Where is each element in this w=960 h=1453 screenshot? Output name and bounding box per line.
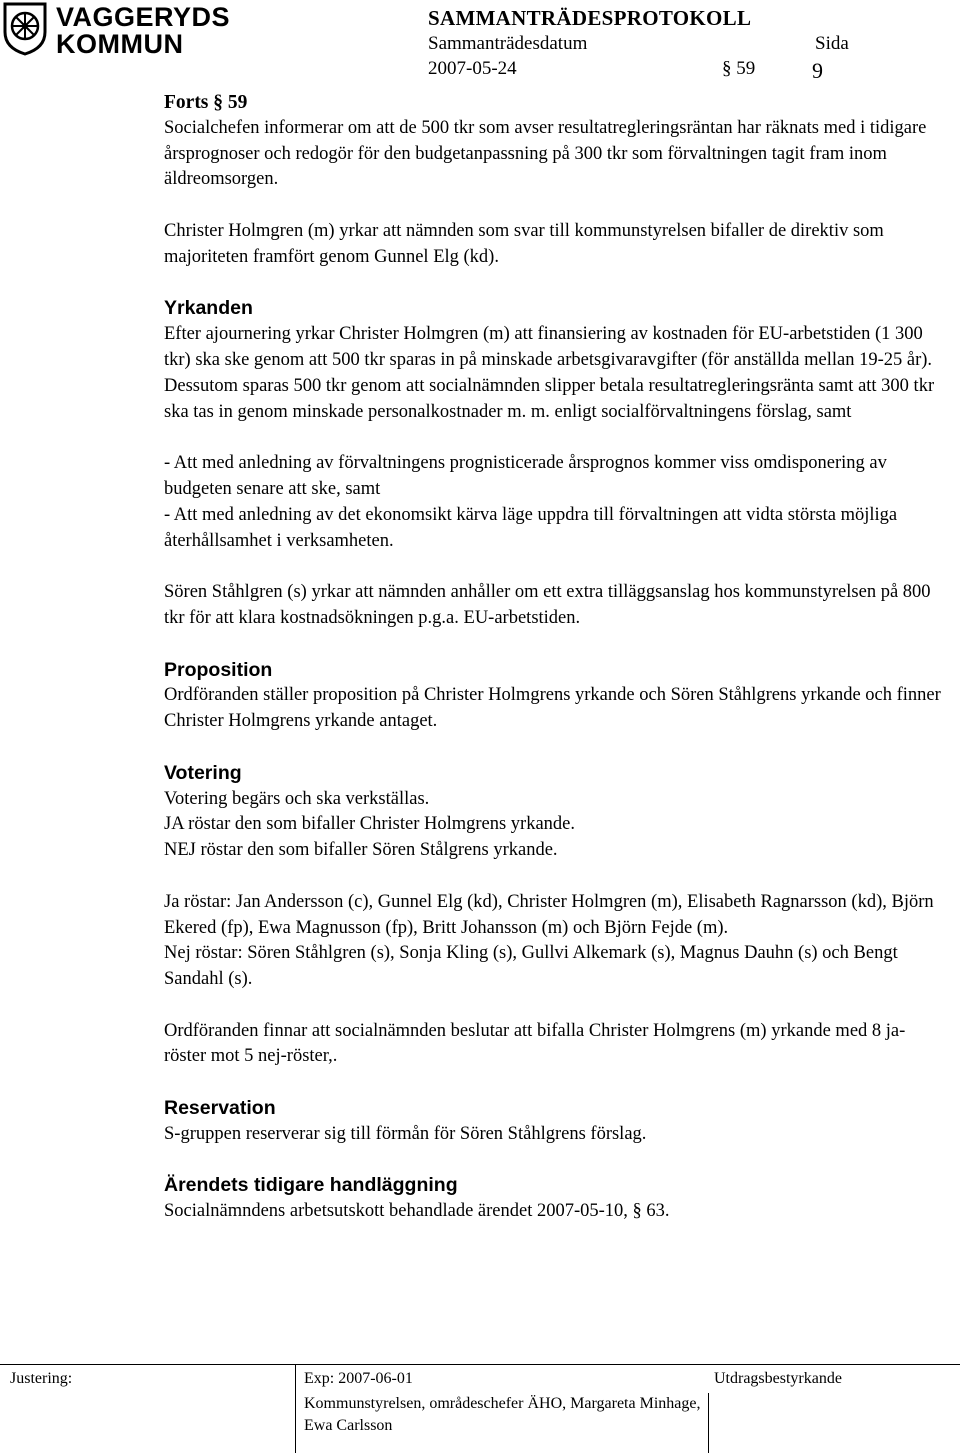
paragraph-5: - Att med anledning av det ekonomsikt kärva läge uppdra till förvaltningen att vidta största möjliga återhållsamhet i verksamheten. xyxy=(164,504,898,551)
distribution-recipients: Kommunstyrelsen, områdeschefer ÄHO, Margareta Minhage, Ewa Carlsson xyxy=(304,1395,701,1434)
paragraph-12: S-gruppen reserverar sig till förmån för Sören Ståhlgrens förslag. xyxy=(164,1123,647,1144)
paragraph-7: Ordföranden ställer proposition på Christer Holmgrens yrkande och Sören Ståhlgrens yrkande och finner Christer Holmgrens yrkande antaget. xyxy=(164,685,941,732)
paragraph-9: Ja röstar: Jan Andersson (c), Gunnel Elg (kd), Christer Holmgren (m), Elisabeth Ragnarsson (kd), Björn Ekered (fp), Ewa Magnusson (fp), Britt Johansson (m) och Björn Fejde (m). xyxy=(164,891,934,938)
paragraph-4: - Att med anledning av förvaltningens prognisticerade årsprognos kommer viss omdisponering av budgeten senare att ske, samt xyxy=(164,453,887,499)
paragraph-8c: NEJ röstar den som bifaller Sören Stålgrens yrkande. xyxy=(164,840,558,861)
footer-column-divider xyxy=(708,1393,709,1453)
paragraph-6: Sören Ståhlgren (s) yrkar att nämnden anhåller om ett extra tilläggsanslag hos kommunstyrelsen på 800 tkr för att klara kostnadsökningen p.g.a. EU-arbetstiden. xyxy=(164,582,931,628)
page-number: 9 xyxy=(812,58,823,83)
paragraph-11: Ordföranden finnar att socialnämnden beslutar att bifalla Christer Holmgrens (m) yrkande med 8 ja-röster mot 5 nej-röster,. xyxy=(164,1020,906,1067)
logo-text-line2: KOMMUN xyxy=(56,29,184,59)
meeting-date: 2007-05-24 xyxy=(428,58,517,79)
paragraph-2: Christer Holmgren (m) yrkar att nämnden som svar till kommunstyrelsen bifaller de direktiv som majoriteten framfört genom Gunnel Elg (kd). xyxy=(164,220,884,267)
meeting-date-label: Sammanträdesdatum xyxy=(428,33,588,54)
paragraph-13: Socialnämndens arbetsutskott behandlade ärendet 2007-05-10, § 63. xyxy=(164,1201,670,1222)
utdragsbestyrkande-label: Utdragsbestyrkande xyxy=(714,1370,842,1387)
page-label: Sida xyxy=(815,33,849,54)
justering-label: Justering: xyxy=(10,1370,73,1387)
crest-icon xyxy=(2,2,48,56)
heading-reservation: Reservation xyxy=(164,1097,276,1120)
document-title: SAMMANTRÄDESPROTOKOLL xyxy=(428,6,752,30)
heading-forts: Forts § 59 xyxy=(164,92,248,113)
expedition-date: Exp: 2007-06-01 xyxy=(304,1370,413,1387)
paragraph-1: Socialchefen informerar om att de 500 tkr som avser resultatregleringsräntan har räknats med i tidigare årsprognoser och redogör för den budgetanpassning på 300 tkr som förvaltningen tagit fram inom äldreomsorgen. xyxy=(164,117,927,190)
paragraph-3: Efter ajournering yrkar Christer Holmgren (m) att finansiering av kostnaden för EU-arbetstiden (1 300 tkr) ska ske genom att 500 tkr sparas in på minskade arbetsgivaravgifter (för anställda mellan 19-25 år). Dessutom sparas 500 tkr genom att socialnämnden slipper betala resultatregleringsränta samt att 300 tkr ska tas in genom minskade personalkostnader m. m. enligt socialförvaltningens förslag, samt xyxy=(164,324,935,422)
heading-proposition: Proposition xyxy=(164,658,273,681)
paragraph-8b: JA röstar den som bifaller Christer Holmgrens yrkande. xyxy=(164,814,576,835)
paragraph-8a: Votering begärs och ska verkställas. xyxy=(164,788,430,809)
municipality-logo xyxy=(0,0,230,60)
logo-text-line1: VAGGERYDS xyxy=(56,2,231,32)
protocol-body xyxy=(164,90,944,1225)
heading-arende: Ärendets tidigare handläggning xyxy=(164,1174,458,1197)
paragraph-10: Nej röstar: Sören Ståhlgren (s), Sonja Kling (s), Gullvi Alkemark (s), Magnus Dauhn (s) och Bengt Sandahl (s). xyxy=(164,943,898,990)
footer-divider xyxy=(0,1364,960,1365)
heading-votering: Votering xyxy=(164,761,242,784)
footer-column-divider xyxy=(295,1365,296,1453)
paragraph-number: § 59 xyxy=(722,58,756,79)
heading-yrkanden: Yrkanden xyxy=(164,297,253,320)
